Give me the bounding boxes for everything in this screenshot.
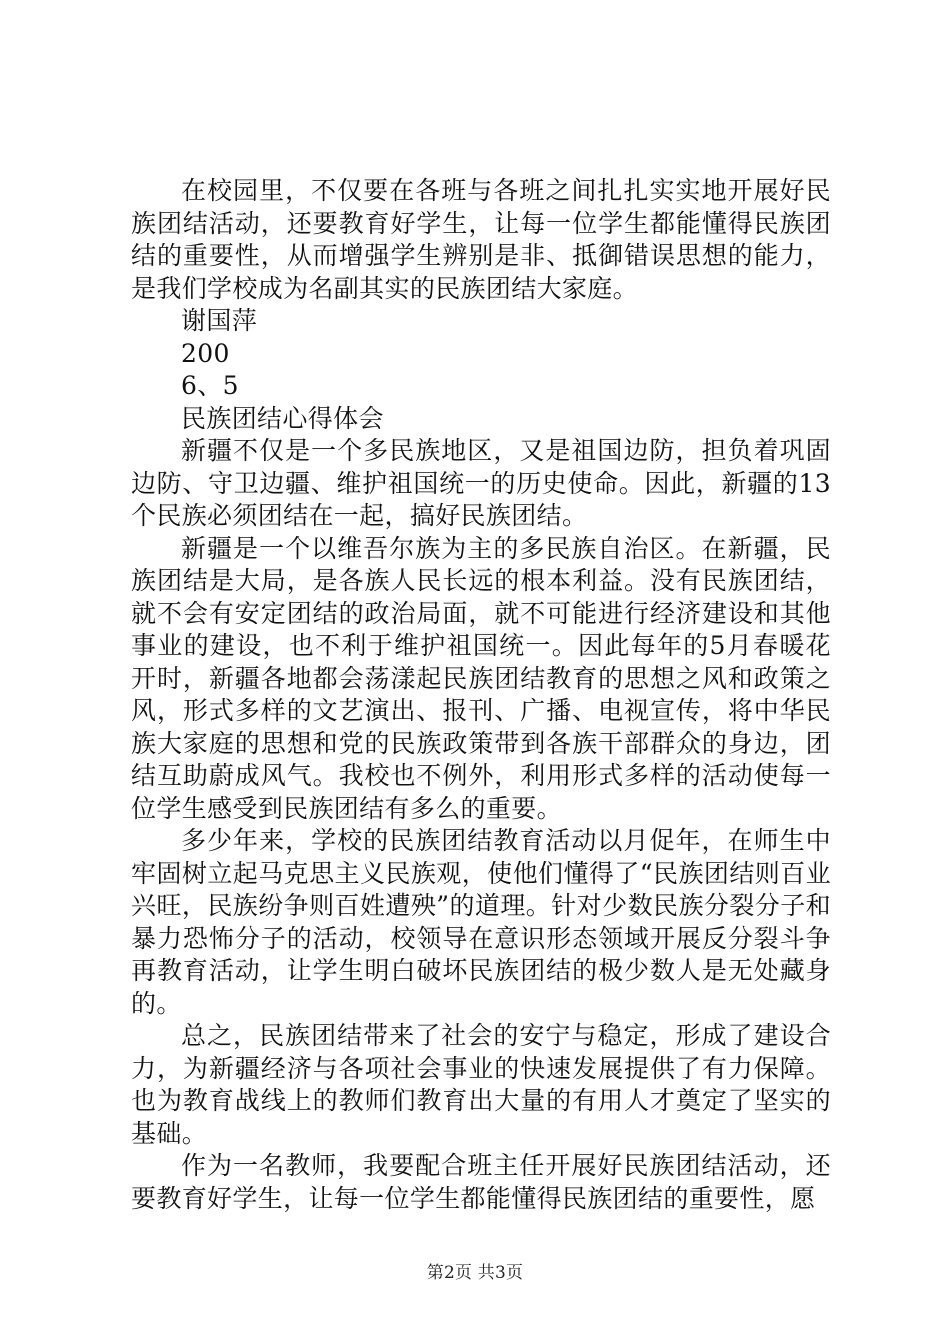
paragraph: 新疆不仅是一个多民族地区，又是祖国边防，担负着巩固边防、守卫边疆、维护祖国统一的历史使命。因此，新疆的13个民族必须团结在一起，搞好民族团结。 <box>131 436 831 530</box>
date-month-day: 6、5 <box>181 371 239 400</box>
paragraph: 总之，民族团结带来了社会的安宁与稳定，形成了建设合力，为新疆经济与各项社会事业的快速发展提供了有力保障。也为教育战线上的教师们教育出大量的有用人才奠定了坚实的基础。 <box>131 1021 831 1148</box>
paragraph: 在校园里，不仅要在各班与各班之间扎扎实实地开展好民族团结活动，还要教育好学生，让每一位学生都能懂得民族团结的重要性，从而增强学生辨别是非、抵御错误思想的能力，是我们学校成为名副其实的民族团结大家庭。 <box>131 176 831 303</box>
paragraph: 多少年来，学校的民族团结教育活动以月促年，在师生中牢固树立起马克思主义民族观，使他们懂得了“民族团结则百业兴旺，民族纷争则百姓遭殃”的道理。针对少数民族分裂分子和暴力恐怖分子的活动，校领导在意识形态领域开展反分裂斗争再教育活动，让学生明白破坏民族团结的极少数人是无处藏身的。 <box>131 826 831 1018</box>
section-title: 民族团结心得体会 <box>181 403 384 433</box>
paragraph: 作为一名教师，我要配合班主任开展好民族团结活动，还要教育好学生，让每一位学生都能懂得民族团结的重要性，愿 <box>131 1151 831 1213</box>
document-body <box>131 175 831 1215</box>
page-footer: 第2页 共3页 <box>426 1263 524 1283</box>
paragraph: 新疆是一个以维吾尔族为主的多民族自治区。在新疆，民族团结是大局，是各族人民长远的根本利益。没有民族团结，就不会有安定团结的政治局面，就不可能进行经济建设和其他事业的建设，也不利于维护祖国统一。因此每年的5月春暖花开时，新疆各地都会荡漾起民族团结教育的思想之风和政策之风，形式多样的文艺演出、报刊、广播、电视宣传，将中华民族大家庭的思想和党的民族政策带到各族干部群众的身边，团结互助蔚成风气。我校也不例外，利用形式多样的活动使每一位学生感受到民族团结有多么的重要。 <box>131 533 831 823</box>
date-year: 200 <box>181 338 230 368</box>
author-name: 谢国萍 <box>181 306 258 335</box>
